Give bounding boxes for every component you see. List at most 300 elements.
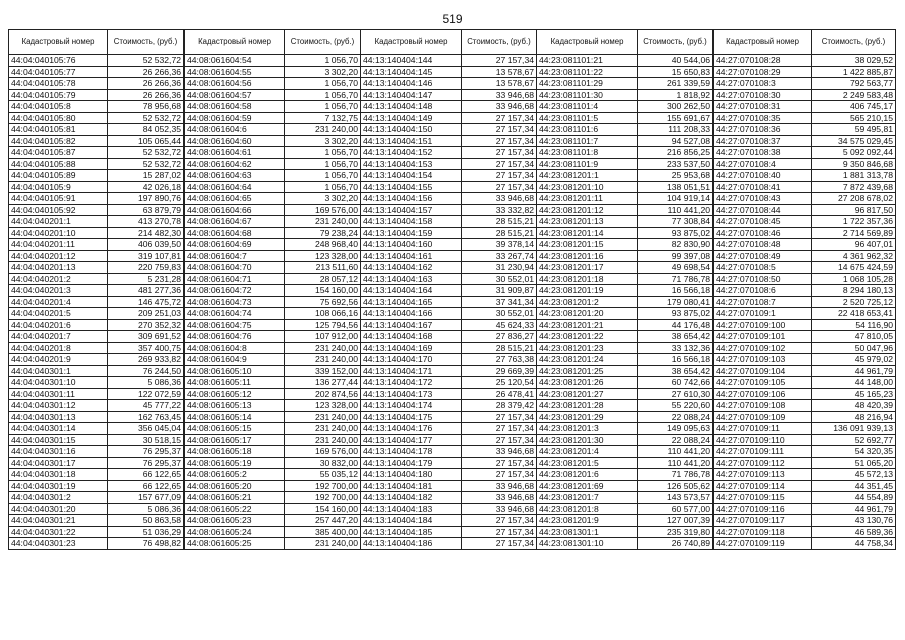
cadastral-number-cell: 44:08:061604:61 xyxy=(185,147,285,159)
table-row xyxy=(537,193,713,205)
cost-cell: 357 400,75 xyxy=(108,342,184,354)
cadastral-number-cell: 44:27:070108:7 xyxy=(714,296,812,308)
cost-cell: 110 441,20 xyxy=(638,446,713,458)
table-row xyxy=(714,216,896,228)
cost-cell: 123 328,00 xyxy=(285,400,361,412)
table-row xyxy=(714,434,896,446)
cadastral-number-cell: 44:27:070109:102 xyxy=(714,342,812,354)
table-row xyxy=(361,89,537,101)
table-row xyxy=(537,239,713,251)
cadastral-number-cell: 44:13:140404:152 xyxy=(361,147,462,159)
cost-cell: 231 240,00 xyxy=(285,434,361,446)
table-row xyxy=(361,193,537,205)
header-row xyxy=(9,30,184,55)
cost-cell: 22 418 653,41 xyxy=(812,308,896,320)
cadastral-table-4 xyxy=(536,29,713,550)
table-row xyxy=(185,503,361,515)
table-row xyxy=(537,296,713,308)
cost-header: Стоимость, (руб.) xyxy=(285,30,361,55)
cost-cell: 75 692,56 xyxy=(285,296,361,308)
cost-cell: 105 065,44 xyxy=(108,135,184,147)
cadastral-number-cell: 44:08:061604:7 xyxy=(185,250,285,262)
table-row xyxy=(361,480,537,492)
cost-cell: 1 056,70 xyxy=(285,147,361,159)
table-row xyxy=(537,492,713,504)
cadastral-number-header: Кадастровый номер xyxy=(714,30,812,55)
table-row xyxy=(9,227,184,239)
cadastral-number-cell: 44:04:040301:22 xyxy=(9,526,108,538)
cost-cell: 169 576,00 xyxy=(285,204,361,216)
cost-cell: 30 552,01 xyxy=(462,273,537,285)
table-row xyxy=(361,170,537,182)
cost-cell: 45 979,02 xyxy=(812,354,896,366)
cadastral-number-cell: 44:08:061604:65 xyxy=(185,193,285,205)
cadastral-number-cell: 44:23:081101:4 xyxy=(537,101,638,113)
cost-cell: 143 573,57 xyxy=(638,492,713,504)
cost-cell: 2 249 583,48 xyxy=(812,89,896,101)
cadastral-number-cell: 44:27:070109:101 xyxy=(714,331,812,343)
table-row xyxy=(361,204,537,216)
table-row xyxy=(361,135,537,147)
cadastral-number-cell: 44:23:081201:5 xyxy=(537,457,638,469)
cost-cell: 54 320,35 xyxy=(812,446,896,458)
cost-cell: 231 240,00 xyxy=(285,538,361,550)
cadastral-number-cell: 44:04:040301:1 xyxy=(9,365,108,377)
cost-cell: 27 157,34 xyxy=(462,147,537,159)
table-row xyxy=(9,342,184,354)
table-row xyxy=(537,423,713,435)
cadastral-number-cell: 44:08:061604:74 xyxy=(185,308,285,320)
table-row xyxy=(361,526,537,538)
cadastral-number-cell: 44:04:040105:8 xyxy=(9,101,108,113)
cadastral-number-cell: 44:23:081301:1 xyxy=(537,526,638,538)
cost-cell: 29 669,39 xyxy=(462,365,537,377)
table-row xyxy=(714,538,896,550)
cost-cell: 209 251,03 xyxy=(108,308,184,320)
cost-cell: 27 208 678,02 xyxy=(812,193,896,205)
cadastral-number-cell: 44:08:061605:10 xyxy=(185,365,285,377)
table-row xyxy=(537,89,713,101)
table-row xyxy=(361,250,537,262)
cost-cell: 233 537,50 xyxy=(638,158,713,170)
table-row xyxy=(9,377,184,389)
table-row xyxy=(185,158,361,170)
cadastral-number-cell: 44:13:140404:182 xyxy=(361,492,462,504)
cadastral-number-cell: 44:04:040301:23 xyxy=(9,538,108,550)
table-row xyxy=(185,469,361,481)
cost-cell: 30 832,00 xyxy=(285,457,361,469)
cadastral-number-cell: 44:13:140404:145 xyxy=(361,66,462,78)
cost-cell: 34 575 029,45 xyxy=(812,135,896,147)
cost-cell: 13 578,67 xyxy=(462,78,537,90)
cost-cell: 45 572,13 xyxy=(812,469,896,481)
header-row xyxy=(185,30,361,55)
table-row xyxy=(361,78,537,90)
table-row xyxy=(714,170,896,182)
cost-cell: 123 328,00 xyxy=(285,250,361,262)
cadastral-number-cell: 44:08:061604:62 xyxy=(185,158,285,170)
table-row xyxy=(714,227,896,239)
cost-cell: 197 890,76 xyxy=(108,193,184,205)
table-row xyxy=(9,250,184,262)
table-row xyxy=(9,538,184,550)
cadastral-number-cell: 44:27:070109:1 xyxy=(714,308,812,320)
cadastral-number-cell: 44:08:061605:25 xyxy=(185,538,285,550)
cost-cell: 99 397,08 xyxy=(638,250,713,262)
cadastral-number-cell: 44:23:081201:14 xyxy=(537,227,638,239)
cost-cell: 108 066,16 xyxy=(285,308,361,320)
table-row xyxy=(185,296,361,308)
cadastral-number-cell: 44:08:061604:54 xyxy=(185,55,285,67)
cost-cell: 51 036,29 xyxy=(108,526,184,538)
cost-cell: 47 810,05 xyxy=(812,331,896,343)
cost-cell: 216 856,25 xyxy=(638,147,713,159)
cost-cell: 3 302,20 xyxy=(285,193,361,205)
table-row xyxy=(714,239,896,251)
cadastral-number-cell: 44:23:081201:28 xyxy=(537,400,638,412)
cost-cell: 76 498,82 xyxy=(108,538,184,550)
cost-cell: 33 946,68 xyxy=(462,480,537,492)
cadastral-number-cell: 44:23:081201:4 xyxy=(537,446,638,458)
cadastral-number-cell: 44:23:081201:1 xyxy=(537,170,638,182)
cost-cell: 122 072,59 xyxy=(108,388,184,400)
table-row xyxy=(361,262,537,274)
cadastral-number-cell: 44:04:040105:81 xyxy=(9,124,108,136)
cost-cell: 44 758,34 xyxy=(812,538,896,550)
cost-cell: 231 240,00 xyxy=(285,411,361,423)
table-row xyxy=(361,538,537,550)
cost-cell: 52 532,72 xyxy=(108,158,184,170)
cost-cell: 51 065,20 xyxy=(812,457,896,469)
cadastral-number-cell: 44:13:140404:177 xyxy=(361,434,462,446)
table-row xyxy=(9,239,184,251)
table-row xyxy=(9,101,184,113)
table-row xyxy=(714,273,896,285)
table-row xyxy=(9,480,184,492)
table-row xyxy=(185,354,361,366)
cost-cell: 49 698,54 xyxy=(638,262,713,274)
cadastral-number-cell: 44:04:040201:2 xyxy=(9,273,108,285)
cadastral-number-cell: 44:23:081201:21 xyxy=(537,319,638,331)
cost-cell: 27 157,34 xyxy=(462,135,537,147)
cost-cell: 66 122,65 xyxy=(108,480,184,492)
table-row xyxy=(714,55,896,67)
table-row xyxy=(185,331,361,343)
table-row xyxy=(9,365,184,377)
table-row xyxy=(361,423,537,435)
cost-cell: 126 505,62 xyxy=(638,480,713,492)
cadastral-number-cell: 44:27:070109:116 xyxy=(714,503,812,515)
cost-cell: 16 566,18 xyxy=(638,285,713,297)
table-row xyxy=(537,377,713,389)
cost-cell: 15 650,83 xyxy=(638,66,713,78)
table-row xyxy=(537,319,713,331)
cost-cell: 146 475,72 xyxy=(108,296,184,308)
table-row xyxy=(714,342,896,354)
cost-cell: 38 654,42 xyxy=(638,331,713,343)
table-row xyxy=(714,446,896,458)
cost-cell: 269 933,82 xyxy=(108,354,184,366)
cadastral-number-header: Кадастровый номер xyxy=(361,30,462,55)
cost-cell: 110 441,20 xyxy=(638,204,713,216)
cadastral-number-cell: 44:04:040201:1 xyxy=(9,216,108,228)
cadastral-number-cell: 44:13:140404:161 xyxy=(361,250,462,262)
cost-cell: 125 794,56 xyxy=(285,319,361,331)
cost-cell: 44 148,00 xyxy=(812,377,896,389)
cost-cell: 33 946,68 xyxy=(462,492,537,504)
cadastral-number-cell: 44:04:040105:87 xyxy=(9,147,108,159)
cost-cell: 5 086,36 xyxy=(108,377,184,389)
cost-cell: 261 339,59 xyxy=(638,78,713,90)
cost-cell: 1 881 313,78 xyxy=(812,170,896,182)
cost-cell: 28 057,12 xyxy=(285,273,361,285)
cadastral-number-cell: 44:04:040301:13 xyxy=(9,411,108,423)
cadastral-number-cell: 44:04:040201:8 xyxy=(9,342,108,354)
cadastral-number-cell: 44:23:081201:20 xyxy=(537,308,638,320)
cadastral-number-cell: 44:27:070109:117 xyxy=(714,515,812,527)
table-row xyxy=(185,434,361,446)
table-row xyxy=(9,66,184,78)
table-row xyxy=(9,434,184,446)
cost-cell: 481 277,36 xyxy=(108,285,184,297)
cadastral-number-cell: 44:13:140404:172 xyxy=(361,377,462,389)
cadastral-number-cell: 44:23:081101:7 xyxy=(537,135,638,147)
cost-cell: 55 220,60 xyxy=(638,400,713,412)
cadastral-number-cell: 44:23:081201:26 xyxy=(537,377,638,389)
cost-cell: 13 578,67 xyxy=(462,66,537,78)
cost-cell: 63 879,79 xyxy=(108,204,184,216)
table-row xyxy=(9,124,184,136)
cadastral-number-cell: 44:04:040301:2 xyxy=(9,492,108,504)
table-row xyxy=(537,342,713,354)
table-row xyxy=(537,158,713,170)
table-row xyxy=(714,480,896,492)
cost-cell: 213 511,60 xyxy=(285,262,361,274)
cadastral-number-cell: 44:04:040105:79 xyxy=(9,89,108,101)
cost-cell: 50 863,58 xyxy=(108,515,184,527)
cost-cell: 39 378,14 xyxy=(462,239,537,251)
cadastral-number-cell: 44:23:081201:15 xyxy=(537,239,638,251)
cadastral-number-cell: 44:23:081201:17 xyxy=(537,262,638,274)
table-row xyxy=(537,285,713,297)
cost-cell: 93 875,02 xyxy=(638,308,713,320)
cost-cell: 1 722 357,36 xyxy=(812,216,896,228)
cost-cell: 7 872 439,68 xyxy=(812,181,896,193)
cadastral-number-cell: 44:08:061605:24 xyxy=(185,526,285,538)
table-row xyxy=(361,216,537,228)
table-row xyxy=(361,411,537,423)
cost-cell: 48 216,94 xyxy=(812,411,896,423)
cost-cell: 27 157,34 xyxy=(462,434,537,446)
table-row xyxy=(361,239,537,251)
cadastral-number-cell: 44:08:061605:14 xyxy=(185,411,285,423)
cadastral-number-cell: 44:08:061604:76 xyxy=(185,331,285,343)
cost-cell: 44 961,79 xyxy=(812,365,896,377)
cadastral-number-cell: 44:13:140404:166 xyxy=(361,308,462,320)
table-row xyxy=(9,170,184,182)
table-row xyxy=(537,365,713,377)
cadastral-number-cell: 44:04:040301:12 xyxy=(9,400,108,412)
table-row xyxy=(537,469,713,481)
cost-cell: 27 157,34 xyxy=(462,457,537,469)
table-row xyxy=(9,285,184,297)
cost-cell: 96 407,01 xyxy=(812,239,896,251)
cost-cell: 22 088,24 xyxy=(638,411,713,423)
cadastral-number-cell: 44:08:061604:71 xyxy=(185,273,285,285)
cost-header: Стоимость, (руб.) xyxy=(812,30,896,55)
cadastral-number-cell: 44:08:061605:22 xyxy=(185,503,285,515)
table-row xyxy=(185,239,361,251)
cadastral-number-cell: 44:04:040105:9 xyxy=(9,181,108,193)
table-row xyxy=(714,388,896,400)
cost-cell: 149 095,63 xyxy=(638,423,713,435)
cost-cell: 3 302,20 xyxy=(285,135,361,147)
cost-cell: 33 946,68 xyxy=(462,446,537,458)
table-row xyxy=(537,204,713,216)
cadastral-number-cell: 44:27:070109:114 xyxy=(714,480,812,492)
cadastral-number-cell: 44:23:081201:19 xyxy=(537,285,638,297)
cost-cell: 257 447,20 xyxy=(285,515,361,527)
table-row xyxy=(185,538,361,550)
table-row xyxy=(537,78,713,90)
table-row xyxy=(185,101,361,113)
table-row xyxy=(537,135,713,147)
cadastral-number-header: Кадастровый номер xyxy=(9,30,108,55)
table-row xyxy=(185,423,361,435)
table-row xyxy=(9,388,184,400)
table-row xyxy=(537,331,713,343)
table-row xyxy=(9,193,184,205)
cost-cell: 1 056,70 xyxy=(285,170,361,182)
table-row xyxy=(9,400,184,412)
table-row xyxy=(185,319,361,331)
cadastral-number-cell: 44:27:070108:37 xyxy=(714,135,812,147)
cadastral-number-cell: 44:04:040301:20 xyxy=(9,503,108,515)
table-row xyxy=(537,480,713,492)
cost-cell: 5 092 092,44 xyxy=(812,147,896,159)
cost-cell: 565 210,15 xyxy=(812,112,896,124)
cadastral-number-cell: 44:08:061604:72 xyxy=(185,285,285,297)
cadastral-number-cell: 44:23:081201:29 xyxy=(537,411,638,423)
cost-cell: 413 270,78 xyxy=(108,216,184,228)
table-row xyxy=(185,227,361,239)
table-row xyxy=(537,170,713,182)
table-row xyxy=(714,365,896,377)
table-row xyxy=(361,273,537,285)
cost-cell: 1 056,70 xyxy=(285,55,361,67)
cost-cell: 248 968,40 xyxy=(285,239,361,251)
table-row xyxy=(9,147,184,159)
cost-cell: 319 107,81 xyxy=(108,250,184,262)
cost-cell: 52 532,72 xyxy=(108,147,184,159)
table-row xyxy=(714,296,896,308)
cost-cell: 9 350 846,68 xyxy=(812,158,896,170)
cost-cell: 169 576,00 xyxy=(285,446,361,458)
cadastral-number-cell: 44:27:070108:41 xyxy=(714,181,812,193)
table-row xyxy=(9,216,184,228)
table-row xyxy=(185,112,361,124)
table-row xyxy=(537,227,713,239)
page-number: 519 xyxy=(442,12,463,26)
cadastral-table-1 xyxy=(8,29,184,550)
cadastral-number-cell: 44:27:070109:110 xyxy=(714,434,812,446)
cadastral-number-cell: 44:13:140404:156 xyxy=(361,193,462,205)
table-row xyxy=(185,273,361,285)
cost-cell: 28 515,21 xyxy=(462,216,537,228)
cadastral-number-cell: 44:13:140404:176 xyxy=(361,423,462,435)
table-row xyxy=(9,296,184,308)
cost-cell: 104 919,14 xyxy=(638,193,713,205)
cadastral-number-cell: 44:23:081201:10 xyxy=(537,181,638,193)
table-row xyxy=(537,250,713,262)
header-row xyxy=(714,30,896,55)
cadastral-number-cell: 44:13:140404:186 xyxy=(361,538,462,550)
table-row xyxy=(361,492,537,504)
cost-cell: 162 763,45 xyxy=(108,411,184,423)
table-row xyxy=(714,89,896,101)
cost-cell: 45 777,22 xyxy=(108,400,184,412)
cadastral-number-cell: 44:04:040301:21 xyxy=(9,515,108,527)
cadastral-number-cell: 44:27:070108:40 xyxy=(714,170,812,182)
table-row xyxy=(185,446,361,458)
cost-cell: 52 532,72 xyxy=(108,112,184,124)
header-row xyxy=(537,30,713,55)
cost-cell: 220 759,83 xyxy=(108,262,184,274)
cadastral-number-cell: 44:27:070109:111 xyxy=(714,446,812,458)
table-row xyxy=(361,112,537,124)
cost-cell: 71 786,78 xyxy=(638,469,713,481)
cost-cell: 138 051,51 xyxy=(638,181,713,193)
cost-cell: 27 157,34 xyxy=(462,55,537,67)
cadastral-number-header: Кадастровый номер xyxy=(185,30,285,55)
cadastral-number-cell: 44:04:040301:19 xyxy=(9,480,108,492)
table-row xyxy=(714,250,896,262)
table-row xyxy=(537,55,713,67)
table-row xyxy=(185,135,361,147)
cost-cell: 27 157,34 xyxy=(462,538,537,550)
cadastral-number-cell: 44:27:070108:28 xyxy=(714,55,812,67)
cost-cell: 110 441,20 xyxy=(638,457,713,469)
table-row xyxy=(361,469,537,481)
table-row xyxy=(361,457,537,469)
table-row xyxy=(9,354,184,366)
cadastral-number-cell: 44:27:070109:113 xyxy=(714,469,812,481)
cost-cell: 25 120,54 xyxy=(462,377,537,389)
cadastral-number-cell: 44:23:081201:6 xyxy=(537,469,638,481)
cadastral-number-cell: 44:27:070108:31 xyxy=(714,101,812,113)
cadastral-number-cell: 44:23:081201:25 xyxy=(537,365,638,377)
cost-cell: 42 026,18 xyxy=(108,181,184,193)
cadastral-number-cell: 44:13:140404:150 xyxy=(361,124,462,136)
cost-cell: 43 130,76 xyxy=(812,515,896,527)
cost-cell: 26 266,36 xyxy=(108,89,184,101)
cadastral-number-cell: 44:27:070109:105 xyxy=(714,377,812,389)
cost-cell: 45 165,23 xyxy=(812,388,896,400)
cadastral-number-cell: 44:13:140404:169 xyxy=(361,342,462,354)
cadastral-number-cell: 44:08:061604:70 xyxy=(185,262,285,274)
table-row xyxy=(714,411,896,423)
table-row xyxy=(185,342,361,354)
cost-cell: 15 287,02 xyxy=(108,170,184,182)
table-row xyxy=(714,526,896,538)
table-row xyxy=(361,147,537,159)
table-row xyxy=(714,354,896,366)
table-row xyxy=(714,423,896,435)
table-row xyxy=(714,319,896,331)
table-row xyxy=(9,411,184,423)
cadastral-number-cell: 44:27:070109:11 xyxy=(714,423,812,435)
table-row xyxy=(185,377,361,389)
